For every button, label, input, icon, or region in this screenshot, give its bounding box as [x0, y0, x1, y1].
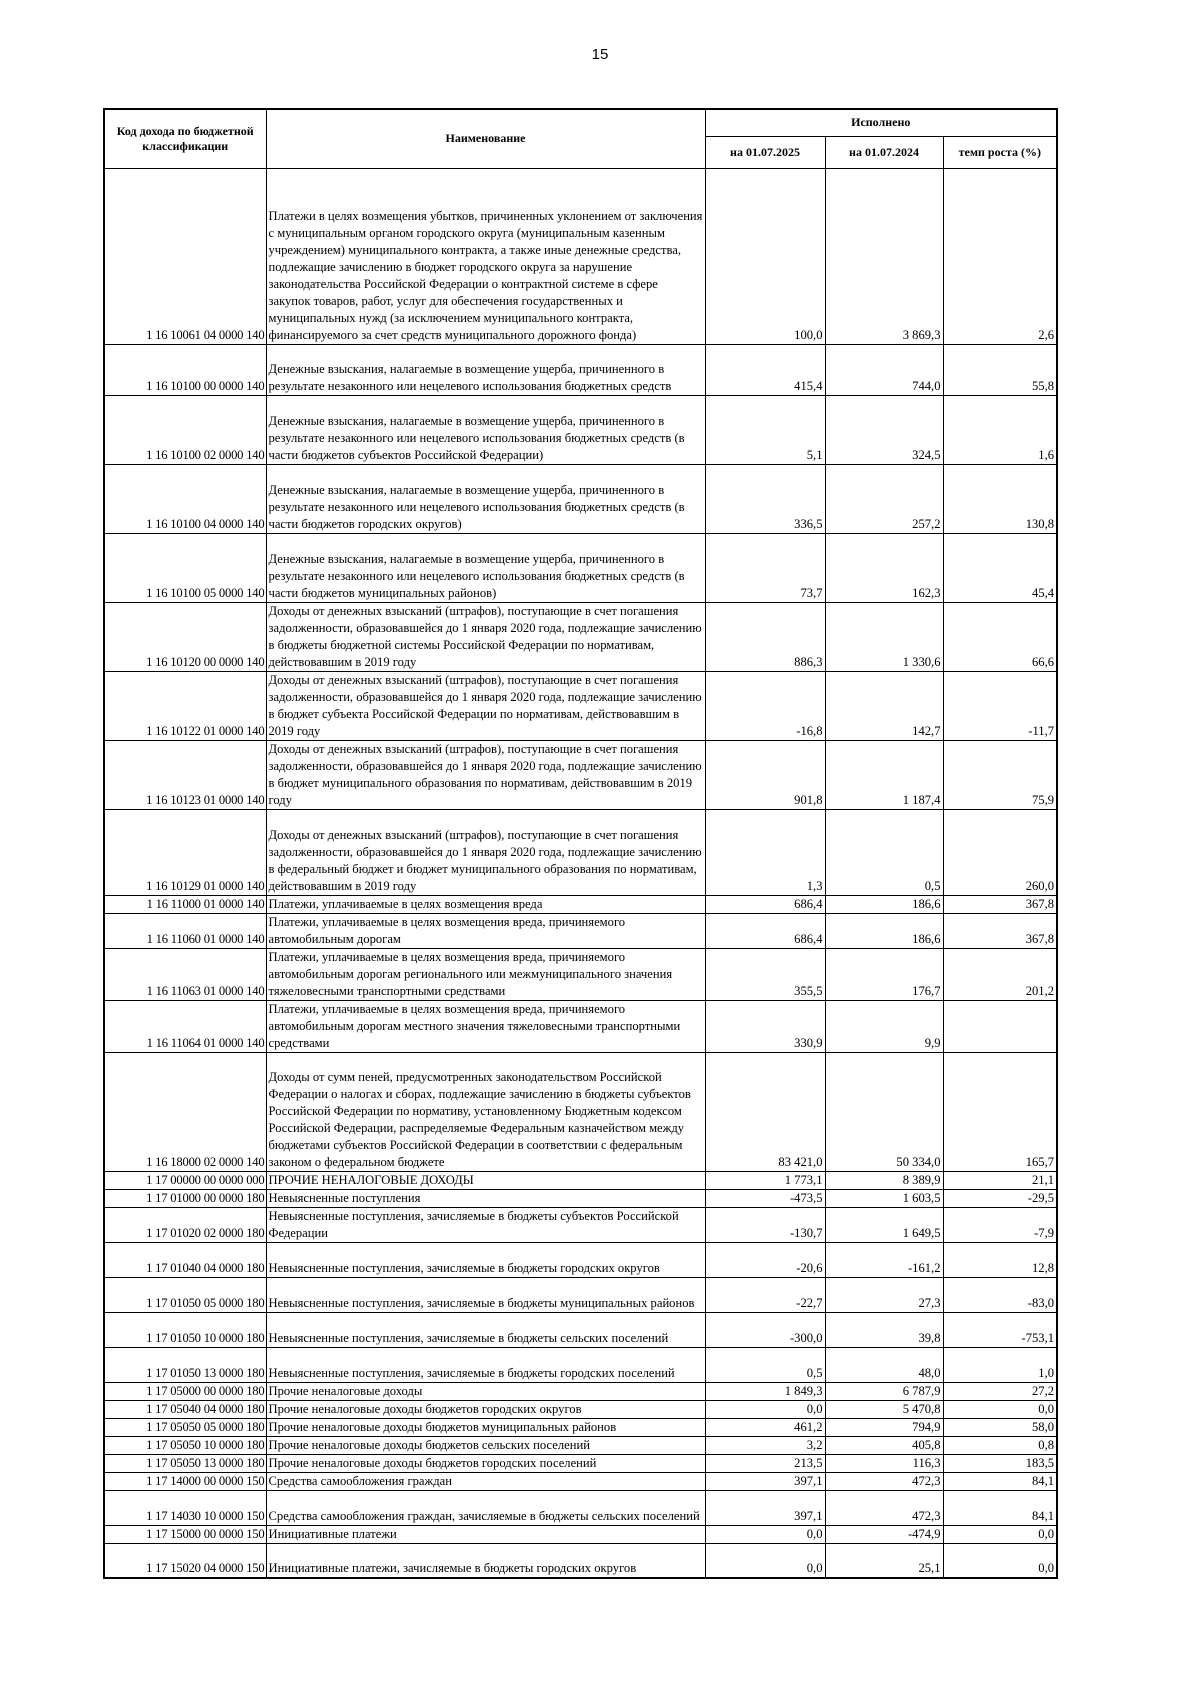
row-growth-rate: 45,4 [943, 533, 1057, 602]
table-row [104, 1543, 1057, 1578]
header-2025: на 01.07.2025 [705, 136, 825, 168]
row-name: Инициативные платежи [266, 1525, 705, 1543]
row-value-2025: -22,7 [705, 1277, 825, 1312]
row-growth-rate: 58,0 [943, 1418, 1057, 1436]
row-name: Доходы от сумм пеней, предусмотренных законодательством Российской Федерации о налогах и сборах, подлежащие зачислению в бюджеты субъектов Российской Федерации по нормативу, установленному Бюджетным кодексом Российской Федерации, распределяемые Федеральным казначейством между бюджетами субъектов Российской Федерации в соответствии с федеральным законом о федеральном бюджете [266, 1052, 705, 1171]
row-value-2025: 336,5 [705, 464, 825, 533]
row-name: Прочие неналоговые доходы бюджетов городских поселений [266, 1454, 705, 1472]
row-growth-rate [943, 1000, 1057, 1052]
row-growth-rate: 183,5 [943, 1454, 1057, 1472]
row-growth-rate: 27,2 [943, 1382, 1057, 1400]
row-code: 1 16 11000 01 0000 140 [104, 895, 266, 913]
row-code: 1 17 14030 10 0000 150 [104, 1490, 266, 1525]
row-code: 1 17 01050 05 0000 180 [104, 1277, 266, 1312]
table-row [104, 1347, 1057, 1382]
row-growth-rate: -753,1 [943, 1312, 1057, 1347]
row-value-2025: -300,0 [705, 1312, 825, 1347]
row-code: 1 17 15020 04 0000 150 [104, 1543, 266, 1578]
row-name: Инициативные платежи, зачисляемые в бюджеты городских округов [266, 1543, 705, 1578]
table-row [104, 913, 1057, 948]
table-row [104, 168, 1057, 344]
row-value-2025: 100,0 [705, 168, 825, 344]
row-name: Невыясненные поступления [266, 1189, 705, 1207]
row-growth-rate: 367,8 [943, 895, 1057, 913]
table-row [104, 602, 1057, 671]
row-value-2024: 142,7 [825, 671, 943, 740]
row-value-2024: 5 470,8 [825, 1400, 943, 1418]
header-rate: темп роста (%) [943, 136, 1057, 168]
row-name: Средства самообложения граждан, зачисляемые в бюджеты сельских поселений [266, 1490, 705, 1525]
row-growth-rate: -11,7 [943, 671, 1057, 740]
table-row [104, 1382, 1057, 1400]
row-code: 1 16 10100 05 0000 140 [104, 533, 266, 602]
row-value-2025: 1 773,1 [705, 1171, 825, 1189]
row-name: Невыясненные поступления, зачисляемые в бюджеты субъектов Российской Федерации [266, 1207, 705, 1242]
row-value-2024: 8 389,9 [825, 1171, 943, 1189]
table-row [104, 1490, 1057, 1525]
row-code: 1 16 10100 04 0000 140 [104, 464, 266, 533]
table-row [104, 740, 1057, 809]
row-name: Прочие неналоговые доходы [266, 1382, 705, 1400]
row-growth-rate: -29,5 [943, 1189, 1057, 1207]
row-growth-rate: 165,7 [943, 1052, 1057, 1171]
table-row [104, 1312, 1057, 1347]
row-value-2025: 0,0 [705, 1400, 825, 1418]
row-code: 1 17 05050 10 0000 180 [104, 1436, 266, 1454]
row-value-2024: 116,3 [825, 1454, 943, 1472]
row-value-2024: 186,6 [825, 895, 943, 913]
row-value-2025: 1 849,3 [705, 1382, 825, 1400]
row-growth-rate: 2,6 [943, 168, 1057, 344]
row-name: Доходы от денежных взысканий (штрафов), поступающие в счет погашения задолженности, образовавшейся до 1 января 2020 года, подлежащие зачислению в бюджет муниципального образования по нормативам, действовавшим в 2019 году [266, 740, 705, 809]
row-value-2025: 886,3 [705, 602, 825, 671]
row-value-2025: -20,6 [705, 1242, 825, 1277]
row-value-2024: 1 603,5 [825, 1189, 943, 1207]
table-row [104, 1277, 1057, 1312]
row-value-2025: 397,1 [705, 1490, 825, 1525]
row-name: Платежи, уплачиваемые в целях возмещения вреда, причиняемого автомобильным дорогам местного значения тяжеловесными транспортными средствами [266, 1000, 705, 1052]
row-name: Невыясненные поступления, зачисляемые в бюджеты городских округов [266, 1242, 705, 1277]
row-name: Денежные взыскания, налагаемые в возмещение ущерба, причиненного в результате незаконного или нецелевого использования бюджетных средств (в части бюджетов субъектов Российской Федерации) [266, 395, 705, 464]
row-code: 1 16 10129 01 0000 140 [104, 809, 266, 895]
row-code: 1 16 11063 01 0000 140 [104, 948, 266, 1000]
row-value-2025: 0,5 [705, 1347, 825, 1382]
row-value-2024: 794,9 [825, 1418, 943, 1436]
row-code: 1 17 15000 00 0000 150 [104, 1525, 266, 1543]
row-value-2024: 176,7 [825, 948, 943, 1000]
row-name: Платежи, уплачиваемые в целях возмещения вреда, причиняемого автомобильным дорогам регионального или межмуниципального значения тяжеловесными транспортными средствами [266, 948, 705, 1000]
row-value-2024: 744,0 [825, 344, 943, 395]
row-value-2025: 73,7 [705, 533, 825, 602]
row-value-2025: 686,4 [705, 895, 825, 913]
row-code: 1 16 11060 01 0000 140 [104, 913, 266, 948]
row-value-2024: 27,3 [825, 1277, 943, 1312]
row-code: 1 16 18000 02 0000 140 [104, 1052, 266, 1171]
row-growth-rate: 1,0 [943, 1347, 1057, 1382]
header-executed: Исполнено [705, 109, 1057, 136]
table-row [104, 1000, 1057, 1052]
row-growth-rate: 66,6 [943, 602, 1057, 671]
row-name: Невыясненные поступления, зачисляемые в бюджеты городских поселений [266, 1347, 705, 1382]
row-value-2025: -473,5 [705, 1189, 825, 1207]
row-value-2025: -16,8 [705, 671, 825, 740]
header-2024: на 01.07.2024 [825, 136, 943, 168]
row-growth-rate: 0,0 [943, 1400, 1057, 1418]
row-value-2025: 330,9 [705, 1000, 825, 1052]
row-name: Прочие неналоговые доходы бюджетов сельских поселений [266, 1436, 705, 1454]
row-name: Платежи, уплачиваемые в целях возмещения вреда [266, 895, 705, 913]
row-growth-rate: 201,2 [943, 948, 1057, 1000]
row-code: 1 17 01020 02 0000 180 [104, 1207, 266, 1242]
table-row [104, 1052, 1057, 1171]
table-row [104, 1454, 1057, 1472]
row-value-2024: 257,2 [825, 464, 943, 533]
row-value-2024: 186,6 [825, 913, 943, 948]
row-name: Платежи, уплачиваемые в целях возмещения вреда, причиняемого автомобильным дорогам [266, 913, 705, 948]
row-value-2024: 3 869,3 [825, 168, 943, 344]
table-row [104, 1418, 1057, 1436]
row-value-2024: 405,8 [825, 1436, 943, 1454]
row-growth-rate: 75,9 [943, 740, 1057, 809]
row-value-2025: 461,2 [705, 1418, 825, 1436]
table-row [104, 464, 1057, 533]
table-row [104, 1400, 1057, 1418]
row-value-2025: 3,2 [705, 1436, 825, 1454]
row-growth-rate: 55,8 [943, 344, 1057, 395]
row-value-2024: 472,3 [825, 1472, 943, 1490]
row-code: 1 17 01050 10 0000 180 [104, 1312, 266, 1347]
row-code: 1 17 05040 04 0000 180 [104, 1400, 266, 1418]
table-row [104, 1207, 1057, 1242]
row-value-2025: 686,4 [705, 913, 825, 948]
row-value-2024: 50 334,0 [825, 1052, 943, 1171]
row-value-2025: 397,1 [705, 1472, 825, 1490]
row-growth-rate: 367,8 [943, 913, 1057, 948]
header-name: Наименование [266, 109, 705, 168]
row-name: Доходы от денежных взысканий (штрафов), поступающие в счет погашения задолженности, образовавшейся до 1 января 2020 года, подлежащие зачислению в бюджет субъекта Российской Федерации по нормативам, действовавшим в 2019 году [266, 671, 705, 740]
row-value-2025: -130,7 [705, 1207, 825, 1242]
table-row [104, 1472, 1057, 1490]
row-name: Платежи в целях возмещения убытков, причиненных уклонением от заключения с муниципальным органом городского округа (муниципальным казенным учреждением) муниципального контракта, а также иные денежные средства, подлежащие зачислению в бюджет городского округа за нарушение законодательства Российской Федерации о контрактной системе в сфере закупок товаров, работ, услуг для обеспечения государственных и муниципальных нужд (за исключением муниципального контракта, финансируемого за счет средств муниципального дорожного фонда) [266, 168, 705, 344]
table-row [104, 1171, 1057, 1189]
row-value-2024: -474,9 [825, 1525, 943, 1543]
table-row [104, 671, 1057, 740]
table-header [104, 109, 1057, 168]
row-growth-rate: 130,8 [943, 464, 1057, 533]
row-growth-rate: 260,0 [943, 809, 1057, 895]
row-code: 1 16 10122 01 0000 140 [104, 671, 266, 740]
row-growth-rate: 1,6 [943, 395, 1057, 464]
row-name: Прочие неналоговые доходы бюджетов муниципальных районов [266, 1418, 705, 1436]
row-value-2025: 213,5 [705, 1454, 825, 1472]
row-name: Прочие неналоговые доходы бюджетов городских округов [266, 1400, 705, 1418]
row-code: 1 17 01050 13 0000 180 [104, 1347, 266, 1382]
row-value-2024: 39,8 [825, 1312, 943, 1347]
row-code: 1 17 01040 04 0000 180 [104, 1242, 266, 1277]
row-code: 1 16 10061 04 0000 140 [104, 168, 266, 344]
row-code: 1 16 10100 00 0000 140 [104, 344, 266, 395]
row-value-2024: 6 787,9 [825, 1382, 943, 1400]
row-name: Невыясненные поступления, зачисляемые в бюджеты муниципальных районов [266, 1277, 705, 1312]
table-row [104, 948, 1057, 1000]
table-row [104, 1525, 1057, 1543]
row-value-2024: 1 187,4 [825, 740, 943, 809]
row-value-2024: 162,3 [825, 533, 943, 602]
row-growth-rate: 0,8 [943, 1436, 1057, 1454]
row-value-2024: 48,0 [825, 1347, 943, 1382]
table-body [104, 168, 1057, 1578]
row-value-2024: 9,9 [825, 1000, 943, 1052]
row-value-2024: 0,5 [825, 809, 943, 895]
row-name: Доходы от денежных взысканий (штрафов), поступающие в счет погашения задолженности, образовавшейся до 1 января 2020 года, подлежащие зачислению в бюджеты бюджетной системы Российской Федерации по нормативам, действовавшим в 2019 году [266, 602, 705, 671]
row-growth-rate: 84,1 [943, 1472, 1057, 1490]
row-value-2024: -161,2 [825, 1242, 943, 1277]
row-growth-rate: 0,0 [943, 1543, 1057, 1578]
row-value-2025: 83 421,0 [705, 1052, 825, 1171]
row-value-2025: 0,0 [705, 1525, 825, 1543]
row-value-2025: 355,5 [705, 948, 825, 1000]
row-code: 1 16 10120 00 0000 140 [104, 602, 266, 671]
row-code: 1 17 01000 00 0000 180 [104, 1189, 266, 1207]
row-value-2025: 415,4 [705, 344, 825, 395]
row-value-2025: 0,0 [705, 1543, 825, 1578]
table-row [104, 344, 1057, 395]
row-value-2025: 901,8 [705, 740, 825, 809]
table-row [104, 1242, 1057, 1277]
table-row [104, 395, 1057, 464]
revenue-table [103, 108, 1058, 1579]
table-row [104, 1436, 1057, 1454]
row-code: 1 16 10123 01 0000 140 [104, 740, 266, 809]
row-code: 1 17 00000 00 0000 000 [104, 1171, 266, 1189]
table-row [104, 533, 1057, 602]
row-code: 1 17 05050 13 0000 180 [104, 1454, 266, 1472]
row-growth-rate: -7,9 [943, 1207, 1057, 1242]
row-code: 1 17 14000 00 0000 150 [104, 1472, 266, 1490]
row-value-2024: 1 330,6 [825, 602, 943, 671]
row-growth-rate: 21,1 [943, 1171, 1057, 1189]
row-value-2025: 1,3 [705, 809, 825, 895]
row-name: Денежные взыскания, налагаемые в возмещение ущерба, причиненного в результате незаконного или нецелевого использования бюджетных средств (в части бюджетов муниципальных районов) [266, 533, 705, 602]
row-name: Денежные взыскания, налагаемые в возмещение ущерба, причиненного в результате незаконного или нецелевого использования бюджетных средств [266, 344, 705, 395]
row-name: Денежные взыскания, налагаемые в возмещение ущерба, причиненного в результате незаконного или нецелевого использования бюджетных средств (в части бюджетов городских округов) [266, 464, 705, 533]
table-row [104, 895, 1057, 913]
table-row [104, 809, 1057, 895]
row-code: 1 16 11064 01 0000 140 [104, 1000, 266, 1052]
table-row [104, 1189, 1057, 1207]
row-code: 1 17 05050 05 0000 180 [104, 1418, 266, 1436]
header-code: Код дохода по бюджетной классификации [104, 109, 266, 168]
row-value-2024: 1 649,5 [825, 1207, 943, 1242]
row-growth-rate: 84,1 [943, 1490, 1057, 1525]
row-code: 1 17 05000 00 0000 180 [104, 1382, 266, 1400]
page-number: 15 [591, 46, 609, 63]
row-growth-rate: -83,0 [943, 1277, 1057, 1312]
row-name: Невыясненные поступления, зачисляемые в бюджеты сельских поселений [266, 1312, 705, 1347]
row-value-2024: 472,3 [825, 1490, 943, 1525]
row-value-2024: 25,1 [825, 1543, 943, 1578]
row-value-2025: 5,1 [705, 395, 825, 464]
row-name: Доходы от денежных взысканий (штрафов), поступающие в счет погашения задолженности, образовавшейся до 1 января 2020 года, подлежащие зачислению в федеральный бюджет и бюджет муниципального образования по нормативам, действовавшим в 2019 году [266, 809, 705, 895]
row-name: ПРОЧИЕ НЕНАЛОГОВЫЕ ДОХОДЫ [266, 1171, 705, 1189]
row-name: Средства самообложения граждан [266, 1472, 705, 1490]
row-growth-rate: 12,8 [943, 1242, 1057, 1277]
row-value-2024: 324,5 [825, 395, 943, 464]
row-growth-rate: 0,0 [943, 1525, 1057, 1543]
row-code: 1 16 10100 02 0000 140 [104, 395, 266, 464]
